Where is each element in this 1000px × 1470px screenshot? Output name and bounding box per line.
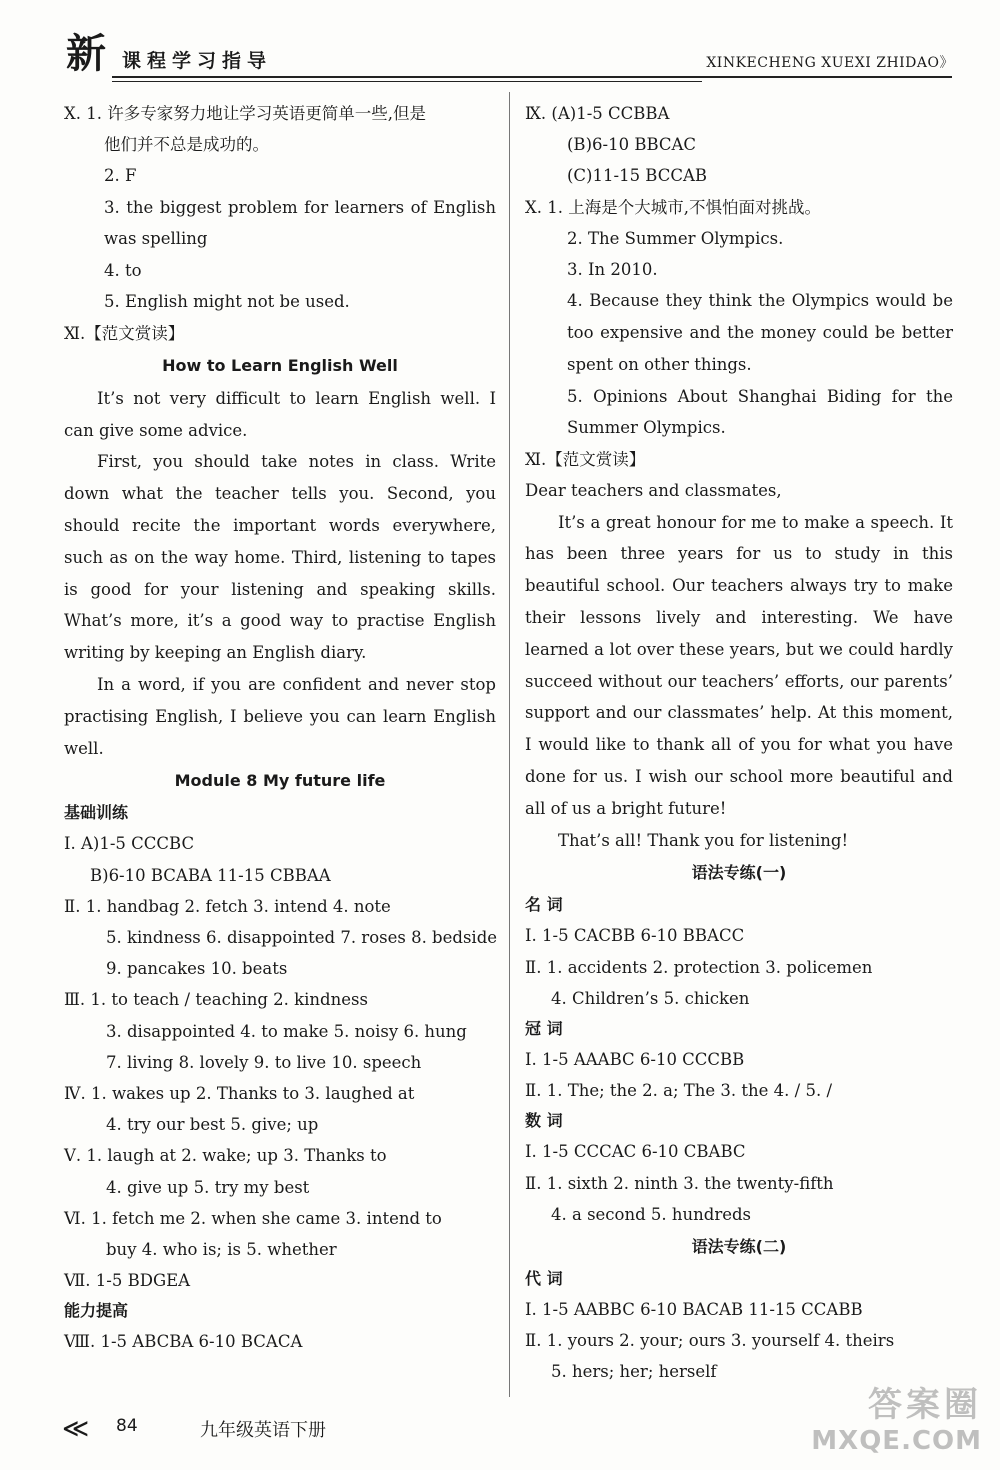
left-column-line: Ⅳ. 1. wakes up 2. Thanks to 3. laughed at [64, 1084, 415, 1103]
right-column-line: Ⅰ. 1-5 CCCAC 6-10 CBABC [525, 1142, 746, 1162]
page-footer [62, 1414, 326, 1444]
left-column-line: 4. try our best 5. give; up [106, 1115, 319, 1135]
right-column-line: 2. The Summer Olympics. [567, 228, 784, 248]
left-column-line: Ⅵ. 1. fetch me 2. when she came 3. intend to [64, 1208, 442, 1228]
right-column-line: 数 词 [525, 1111, 563, 1131]
left-column-line: Ⅲ. 1. to teach / teaching 2. kindness [64, 990, 368, 1010]
right-column-line: Ⅰ. 1-5 AABBC 6-10 BACAB 11-15 CCABB [525, 1300, 863, 1319]
right-column-line: Ⅱ. 1. The; the 2. a; The 3. the 4. / 5. / [525, 1081, 833, 1101]
page-number: 84 [116, 1416, 138, 1436]
left-column-line: Ⅴ. 1. laugh at 2. wake; up 3. Thanks to [64, 1146, 387, 1166]
watermark [811, 1377, 982, 1456]
left-column-line: Ⅱ. 1. handbag 2. fetch 3. intend 4. note [64, 896, 391, 916]
right-column-line: Ⅹ. 1. 上海是个大城市,不惧怕面对挑战。 [525, 197, 821, 217]
left-column-line: 能力提高 [64, 1301, 129, 1321]
header-title: 课程学习指导 [122, 50, 273, 72]
left-column-line: 7. living 8. lovely 9. to live 10. speech [106, 1052, 422, 1072]
left-column-line: Ⅺ.【范文赏读】 [64, 323, 185, 343]
left-column-line: Module 8 My future life [174, 771, 386, 791]
left-column-line: In a word, if you are confident and never stop practising English, I believe you can learn English well. [64, 674, 496, 758]
right-column-line: 4. Children’s 5. chicken [551, 988, 750, 1008]
book-title: 九年级英语下册 [200, 1420, 326, 1441]
right-column-line: 5. hers; her; herself [551, 1362, 717, 1382]
left-column-line: First, you should take notes in class. Write down what the teacher tells you. Second, you should recite the important words everywhere, such as on the way home. Third, listening to tapes is good for your listening and speaking skills. What’s more, it’s a good way to practise English writing by keeping an English diary. [64, 452, 496, 663]
left-column-line: 9. pancakes 10. beats [106, 959, 288, 979]
left-column-line: buy 4. who is; is 5. whether [106, 1240, 337, 1260]
right-column-line: Ⅱ. 1. accidents 2. protection 3. policemen [525, 957, 873, 977]
left-column-line: Ⅰ. A)1-5 CCCBC [64, 834, 195, 854]
right-column-line: Ⅰ. 1-5 AAABC 6-10 CCCBB [525, 1049, 745, 1069]
left-column-line: It’s not very difficult to learn English well. I can give some advice. [64, 388, 496, 440]
right-column-line: 名 词 [525, 895, 563, 915]
right-column-line: That’s all! Thank you for listening! [558, 830, 849, 850]
left-column-line: 他们并不总是成功的。 [104, 135, 269, 155]
left-column-line: Ⅹ. 1. 许多专家努力地让学习英语更简单一些,但是 [64, 104, 426, 123]
right-column-line: 代 词 [525, 1269, 563, 1288]
right-column-line: 4. a second 5. hundreds [551, 1204, 752, 1224]
right-column-line: 5. Opinions About Shanghai Biding for the Summer Olympics. [567, 386, 953, 438]
left-column-line: How to Learn English Well [162, 355, 398, 375]
right-column-line: (C)11-15 BCCAB [567, 166, 708, 186]
right-column-line: Ⅱ. 1. sixth 2. ninth 3. the twenty-fifth [525, 1173, 834, 1193]
header-logo: 新 [66, 30, 106, 77]
left-column-line: 4. to [104, 261, 142, 281]
left-column-line: 4. give up 5. try my best [106, 1177, 310, 1197]
column-divider [509, 92, 510, 1397]
left-column-line: Ⅶ. 1-5 BDGEA [64, 1271, 191, 1291]
right-column-line: Ⅰ. 1-5 CACBB 6-10 BBACC [525, 926, 745, 946]
right-column-line: Ⅸ. (A)1-5 CCBBA [525, 104, 670, 123]
left-column-line: 3. the biggest problem for learners of English was spelling [104, 197, 496, 249]
right-column-line: (B)6-10 BBCAC [567, 135, 697, 155]
left-column-line: Ⅷ. 1-5 ABCBA 6-10 BCACA [64, 1332, 303, 1352]
left-column-line: B)6-10 BCABA 11-15 CBBAA [90, 865, 331, 885]
right-column [525, 98, 953, 1388]
watermark-url: MXQE.COM [811, 1426, 982, 1456]
left-column-line: 基础训练 [64, 803, 129, 823]
right-column-line: It’s a great honour for me to make a speech. It has been three years for us to study in this beautiful school. Our teachers always try to make their lessons lively and interesting. We have learned a lot over these years, but we could hardly succeed without our teachers’ efforts, our parents’ support and our classmates’ help. At this moment, I would like to thank all of you for what you have done for us. I wish our school more beautiful and all of us a bright future! [525, 512, 953, 818]
header-rule [112, 76, 952, 78]
right-column-line: 语法专练(二) [691, 1237, 787, 1256]
left-column-line: 3. disappointed 4. to make 5. noisy 6. hung [106, 1021, 467, 1041]
right-column-line: 3. In 2010. [567, 260, 658, 280]
left-column-line: 5. kindness 6. disappointed 7. roses 8. bedside [106, 927, 498, 947]
right-column-line: 4. Because they think the Olympics would be too expensive and the money could be better spent on other things. [567, 291, 953, 374]
left-column-line: 2. F [104, 166, 137, 186]
header-pinyin: XINKECHENG XUEXI ZHIDAO》 [706, 55, 954, 71]
right-column-line: Ⅺ.【范文赏读】 [525, 450, 646, 470]
header-rule-thin [112, 81, 702, 82]
right-column-line: Ⅱ. 1. yours 2. your; ours 3. yourself 4. theirs [525, 1331, 895, 1351]
left-column-line: 5. English might not be used. [104, 292, 350, 312]
right-column-line: 语法专练(一) [691, 863, 787, 883]
watermark-logo-text: 答案圈 [868, 1385, 982, 1425]
back-arrow-icon: ≪ [62, 1414, 90, 1444]
right-column-line: Dear teachers and classmates, [525, 481, 782, 501]
left-column [64, 98, 496, 1358]
right-column-line: 冠 词 [525, 1018, 563, 1038]
